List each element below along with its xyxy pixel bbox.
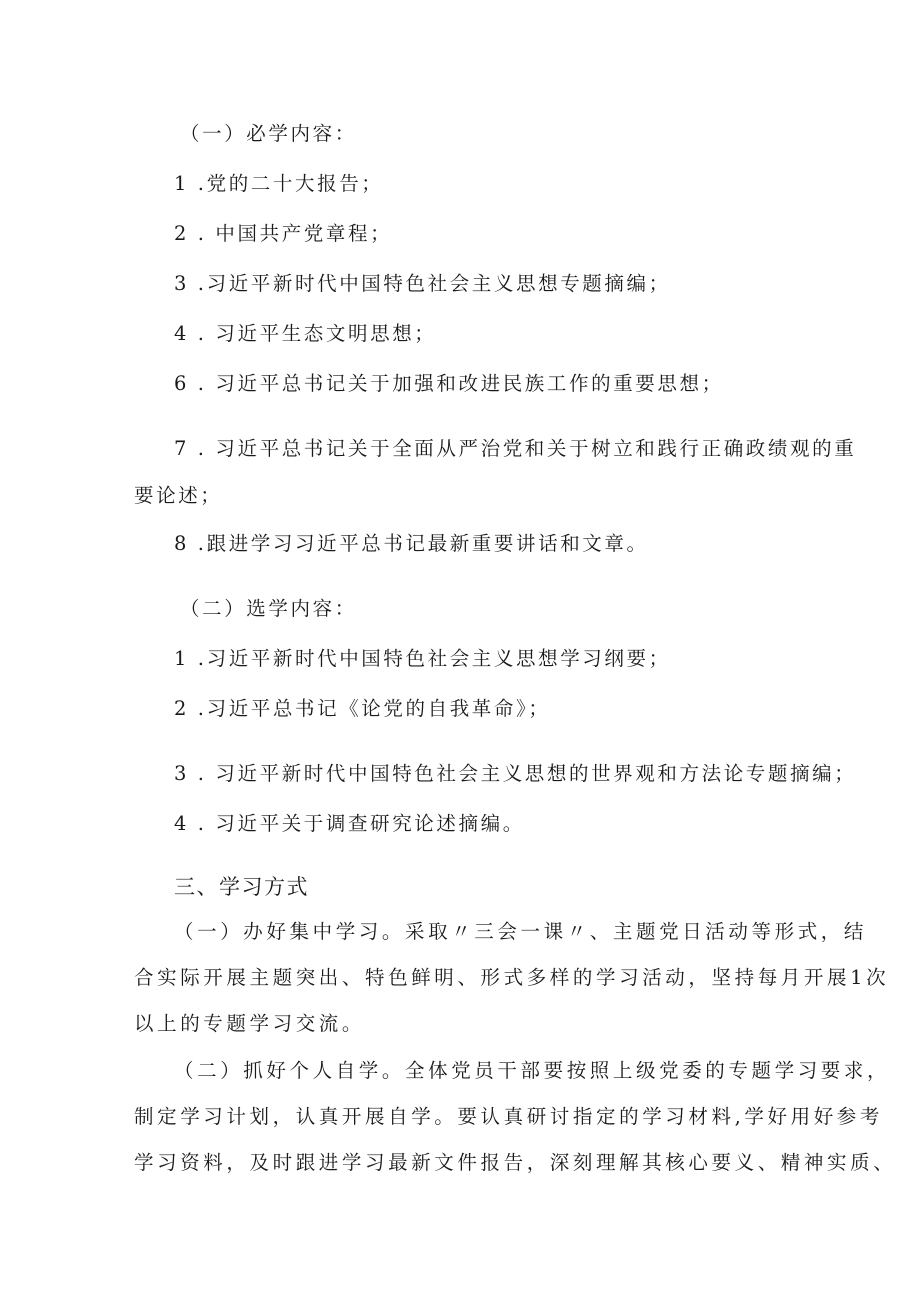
required-item-3: 3 .习近平新时代中国特色社会主义思想专题摘编； <box>174 272 671 295</box>
para2-line3: 学习资料，及时跟进学习最新文件报告，深刻理解其核心要义、精神实质、 <box>134 1151 897 1174</box>
required-item-8: 8 .跟进学习习近平总书记最新重要讲话和文章。 <box>174 532 649 555</box>
para2-line2: 制定学习计划，认真开展自学。要认真研讨指定的学习材料,学好用好参考 <box>134 1105 883 1128</box>
para2-line1: （二）抓好个人自学。全体党员干部要按照上级党委的专题学习要求， <box>174 1059 891 1082</box>
para1-line1: （一）办好集中学习。采取〃三会一课〃、主题党日活动等形式，结 <box>174 920 868 943</box>
required-heading: （一）必学内容： <box>180 122 357 145</box>
required-item-1: 1 .党的二十大报告； <box>174 172 384 195</box>
required-item-7-cont: 要论述； <box>134 484 223 507</box>
section-title: 三、学习方式 <box>174 875 309 899</box>
optional-item-3: 3 . 习近平新时代中国特色社会主义思想的世界观和方法论专题摘编； <box>174 762 857 785</box>
optional-item-4: 4 . 习近平关于调查研究论述摘编。 <box>174 812 525 835</box>
para1-line3: 以上的专题学习交流。 <box>134 1012 366 1035</box>
optional-item-2: 2 .习近平总书记《论党的自我革命》； <box>174 697 551 720</box>
required-item-2: 2 . 中国共产党章程； <box>174 222 393 245</box>
required-item-4: 4 . 习近平生态文明思想； <box>174 322 437 345</box>
para1-line2: 合实际开展主题突出、特色鲜明、形式多样的学习活动，坚持每月开展1次 <box>134 966 890 989</box>
required-item-7: 7 . 习近平总书记关于全面从严治党和关于树立和践行正确政绩观的重 <box>174 437 857 460</box>
required-item-6: 6 . 习近平总书记关于加强和改进民族工作的重要思想； <box>174 372 724 395</box>
optional-item-1: 1 .习近平新时代中国特色社会主义思想学习纲要； <box>174 647 671 670</box>
optional-heading: （二）选学内容： <box>180 597 357 620</box>
